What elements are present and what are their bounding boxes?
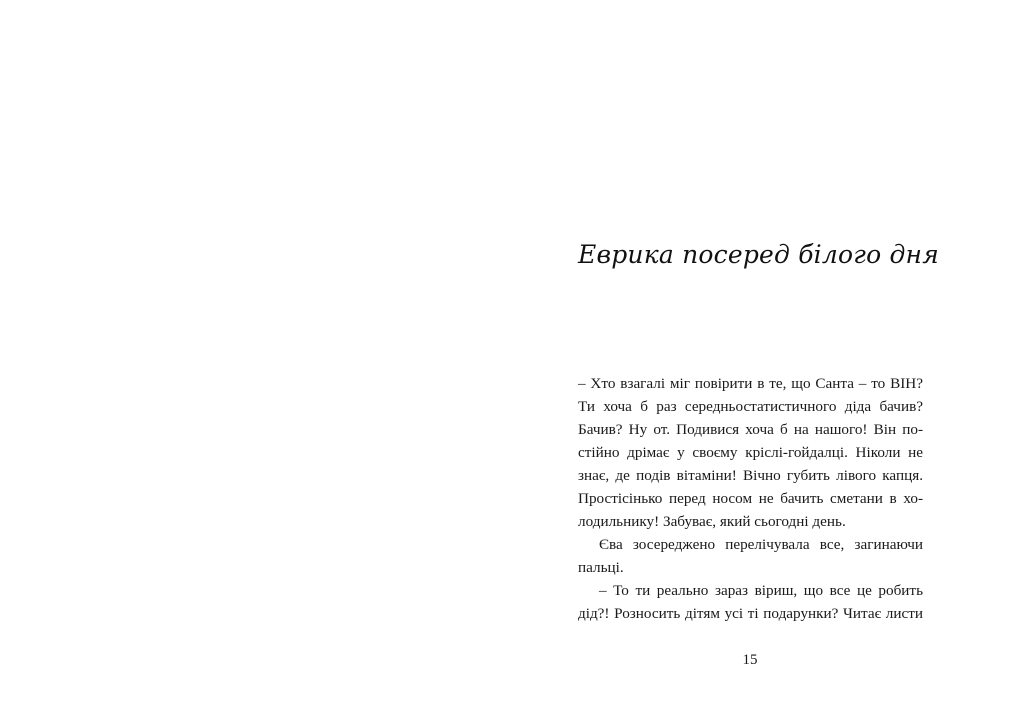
chapter-title: Еврика посеред білого дня — [578, 240, 939, 269]
text-line: Ти хоча б раз середньостатистичного діда бачив? — [578, 398, 923, 415]
text-line: дід?! Розносить дітям усі ті подарунки? Читає листи — [578, 605, 923, 622]
page-number: 15 — [742, 652, 758, 668]
text-line: Єва зосереджено перелічувала все, загинаючи — [599, 536, 923, 553]
text-line: стійно дрімає у своєму кріслі-гойдалці. Ніколи не — [578, 444, 923, 461]
text-line: пальці. — [578, 559, 624, 576]
text-line: Простісінько перед носом не бачить сметани в хо- — [578, 490, 923, 507]
text-line: Бачив? Ну от. Подивися хоча б на нашого! Він по- — [578, 421, 923, 438]
text-line: – Хто взагалі міг повірити в те, що Санта – то ВІН? — [578, 375, 923, 392]
text-line: лодильнику! Забуває, який сьогодні день. — [578, 513, 846, 530]
body-text — [578, 372, 923, 625]
text-line: знає, де подів вітаміни! Вічно губить лівого капця. — [578, 467, 923, 484]
text-line: – То ти реально зараз віриш, що все це робить — [599, 582, 923, 599]
